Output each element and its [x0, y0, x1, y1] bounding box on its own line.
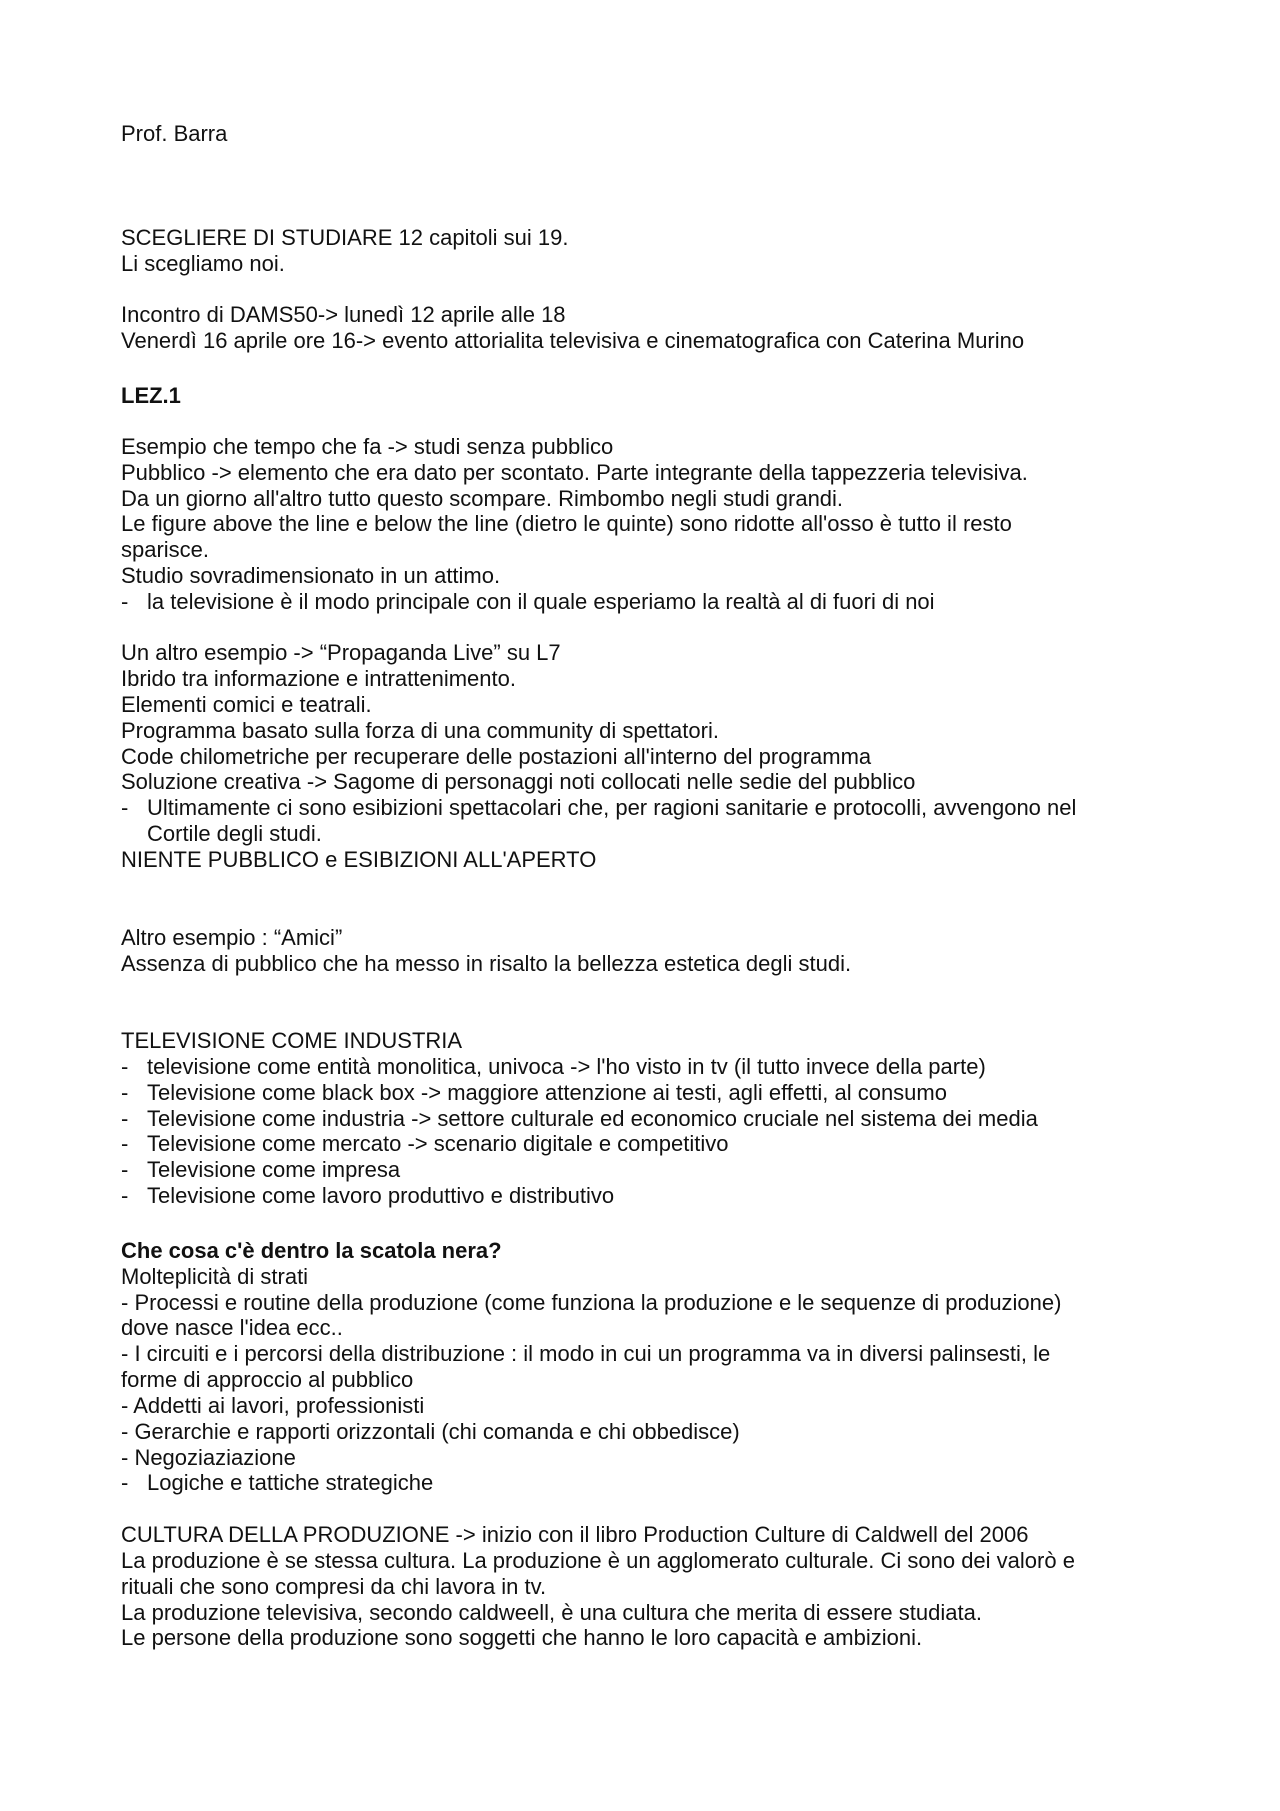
culture-line: La produzione televisiva, secondo caldweell, è una cultura che merita di essere studiata. [121, 1600, 982, 1625]
blackbox-line: dove nasce l'idea ecc.. [121, 1315, 343, 1340]
culture-line: La produzione è se stessa cultura. La produzione è un agglomerato culturale. Ci sono dei valorò e [121, 1548, 1075, 1573]
example2-line: Programma basato sulla forza di una community di spettatori. [121, 718, 719, 743]
example1-line: Le figure above the line e below the line (dietro le quinte) sono ridotte all'osso è tutto il resto [121, 511, 1012, 536]
lesson-title: LEZ.1 [121, 383, 181, 408]
blackbox-line: - Addetti ai lavori, professionisti [121, 1393, 425, 1418]
bullet-dash: - [121, 1054, 129, 1079]
blackbox-line: - Negoziaziazione [121, 1445, 296, 1470]
intro-choose-note: Li scegliamo noi. [121, 251, 285, 276]
bullet-text: Logiche e tattiche strategiche [147, 1470, 434, 1495]
culture-line: rituali che sono compresi da chi lavora in tv. [121, 1574, 547, 1599]
bullet-text: la televisione è il modo principale con il quale esperiamo la realtà al di fuori di noi [147, 589, 935, 614]
blackbox-line: forme di approccio al pubblico [121, 1367, 414, 1392]
example1-line: Esempio che tempo che fa -> studi senza pubblico [121, 434, 614, 459]
bullet-dash: - [121, 1157, 129, 1182]
example2-line: Ibrido tra informazione e intrattenimento. [121, 666, 516, 691]
culture-line: CULTURA DELLA PRODUZIONE -> inizio con il libro Production Culture di Caldwell del 2006 [121, 1522, 1029, 1547]
bullet-text: televisione come entità monolitica, univoca -> l'ho visto in tv (il tutto invece della parte) [147, 1054, 986, 1079]
example2-line: Un altro esempio -> “Propaganda Live” su L7 [121, 640, 561, 665]
intro-choose-chapters: SCEGLIERE DI STUDIARE 12 capitoli sui 19. [121, 225, 569, 250]
bullet-text: Televisione come lavoro produttivo e distributivo [147, 1183, 615, 1208]
bullet-dash: - [121, 1131, 129, 1156]
bullet-dash: - [121, 1106, 129, 1131]
intro-event-1: Incontro di DAMS50-> lunedì 12 aprile alle 18 [121, 302, 566, 327]
bullet-dash: - [121, 589, 129, 614]
bullet-text: Ultimamente ci sono esibizioni spettacolari che, per ragioni sanitarie e protocolli, avvengono nel [147, 795, 1077, 820]
industry-heading: TELEVISIONE COME INDUSTRIA [121, 1028, 463, 1053]
bullet-text: Televisione come industria -> settore culturale ed economico cruciale nel sistema dei media [147, 1106, 1038, 1131]
bullet-text: Cortile degli studi. [147, 821, 322, 846]
example2-line: Soluzione creativa -> Sagome di personaggi noti collocati nelle sedie del pubblico [121, 769, 916, 794]
blackbox-line: - Gerarchie e rapporti orizzontali (chi comanda e chi obbedisce) [121, 1419, 740, 1444]
example2-line: Code chilometriche per recuperare delle postazioni all'interno del programma [121, 744, 872, 769]
blackbox-line: - I circuiti e i percorsi della distribuzione : il modo in cui un programma va in diversi palinsesti, le [121, 1341, 1051, 1366]
example2-summary: NIENTE PUBBLICO e ESIBIZIONI ALL'APERTO [121, 847, 597, 872]
example2-line: Elementi comici e teatrali. [121, 692, 372, 717]
example1-line: sparisce. [121, 537, 210, 562]
example3-title: Altro esempio : “Amici” [121, 925, 343, 950]
bullet-text: Televisione come impresa [147, 1157, 401, 1182]
bullet-text: Televisione come mercato -> scenario digitale e competitivo [147, 1131, 729, 1156]
blackbox-line: - Processi e routine della produzione (come funziona la produzione e le sequenze di produzione) [121, 1290, 1062, 1315]
example1-line: Da un giorno all'altro tutto questo scompare. Rimbombo negli studi grandi. [121, 486, 844, 511]
bullet-dash: - [121, 1183, 129, 1208]
example1-line: Pubblico -> elemento che era dato per scontato. Parte integrante della tappezzeria televisiva. [121, 460, 1028, 485]
culture-line: Le persone della produzione sono soggetti che hanno le loro capacità e ambizioni. [121, 1625, 923, 1650]
bullet-dash: - [121, 1470, 129, 1495]
bullet-dash: - [121, 795, 129, 820]
bullet-text: Televisione come black box -> maggiore attenzione ai testi, agli effetti, al consumo [147, 1080, 947, 1105]
blackbox-line: Molteplicità di strati [121, 1264, 309, 1289]
example1-line: Studio sovradimensionato in un attimo. [121, 563, 501, 588]
intro-event-2: Venerdì 16 aprile ore 16-> evento attorialita televisiva e cinematografica con Caterina Murino [121, 328, 1025, 353]
author-line: Prof. Barra [121, 121, 228, 146]
blackbox-heading: Che cosa c'è dentro la scatola nera? [121, 1238, 502, 1263]
bullet-dash: - [121, 1080, 129, 1105]
example3-text: Assenza di pubblico che ha messo in risalto la bellezza estetica degli studi. [121, 951, 852, 976]
